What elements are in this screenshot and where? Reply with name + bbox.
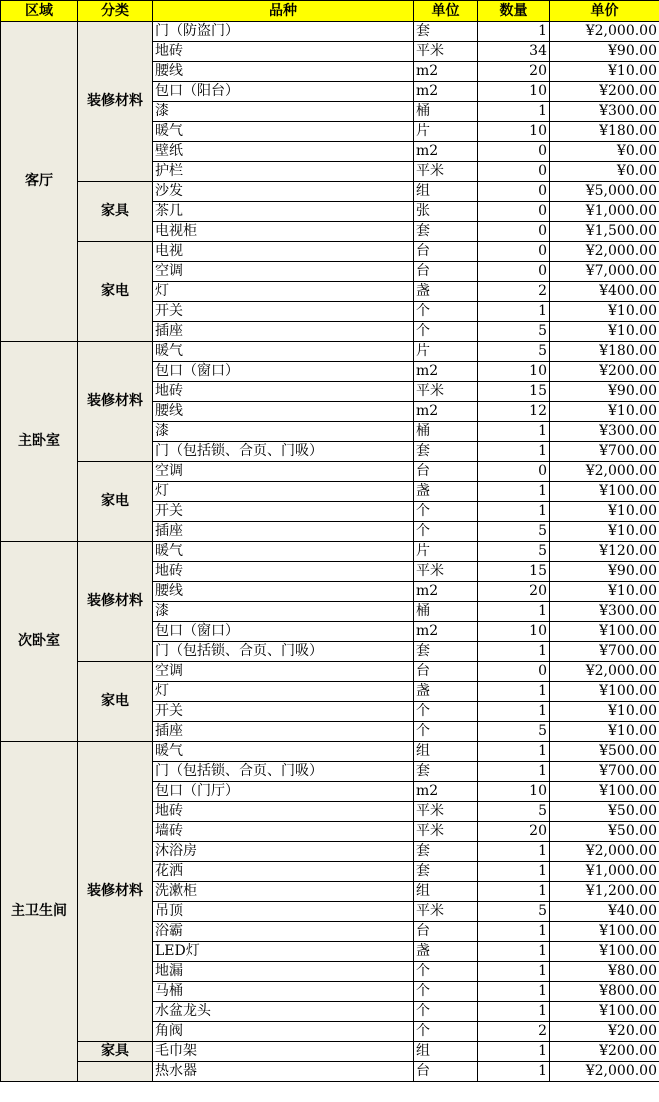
- item-cell[interactable]: 水盆龙头: [153, 1002, 414, 1022]
- category-cell[interactable]: [78, 1062, 153, 1082]
- unit-cell[interactable]: 盏: [414, 942, 478, 962]
- item-cell[interactable]: 毛巾架: [153, 1042, 414, 1062]
- item-cell[interactable]: 包口（窗口）: [153, 362, 414, 382]
- unit-cell[interactable]: 组: [414, 1042, 478, 1062]
- item-cell[interactable]: 漆: [153, 602, 414, 622]
- item-cell[interactable]: 腰线: [153, 62, 414, 82]
- quantity-cell[interactable]: 1: [478, 882, 550, 902]
- quantity-cell[interactable]: 20: [478, 582, 550, 602]
- price-cell[interactable]: ¥700.00: [550, 442, 659, 462]
- item-cell[interactable]: 地砖: [153, 802, 414, 822]
- price-cell[interactable]: ¥90.00: [550, 42, 659, 62]
- quantity-cell[interactable]: 20: [478, 62, 550, 82]
- price-cell[interactable]: ¥1,200.00: [550, 882, 659, 902]
- price-cell[interactable]: ¥0.00: [550, 142, 659, 162]
- price-cell[interactable]: ¥10.00: [550, 522, 659, 542]
- quantity-cell[interactable]: 1: [478, 702, 550, 722]
- header-price[interactable]: 单价: [550, 1, 659, 22]
- table-row: [1, 662, 659, 682]
- header-unit[interactable]: 单位: [414, 1, 478, 22]
- item-cell[interactable]: 墙砖: [153, 822, 414, 842]
- price-cell[interactable]: ¥700.00: [550, 642, 659, 662]
- item-cell[interactable]: 电视: [153, 242, 414, 262]
- price-cell[interactable]: ¥700.00: [550, 762, 659, 782]
- item-cell[interactable]: 浴霸: [153, 922, 414, 942]
- price-cell[interactable]: ¥200.00: [550, 1042, 659, 1062]
- item-cell[interactable]: 腰线: [153, 582, 414, 602]
- table-row: [1, 342, 659, 362]
- table-row: [1, 1042, 659, 1062]
- table-row: [1, 242, 659, 262]
- quantity-cell[interactable]: 1: [478, 1042, 550, 1062]
- unit-cell[interactable]: 平米: [414, 382, 478, 402]
- item-cell[interactable]: 门（包括锁、合页、门吸）: [153, 642, 414, 662]
- quantity-cell[interactable]: 1: [478, 1002, 550, 1022]
- unit-cell[interactable]: 盏: [414, 482, 478, 502]
- price-cell[interactable]: ¥0.00: [550, 162, 659, 182]
- price-cell[interactable]: ¥100.00: [550, 482, 659, 502]
- item-cell[interactable]: 灯: [153, 282, 414, 302]
- item-cell[interactable]: 空调: [153, 462, 414, 482]
- category-cell[interactable]: 家具: [78, 1042, 153, 1062]
- price-cell[interactable]: ¥1,000.00: [550, 862, 659, 882]
- item-cell[interactable]: 花洒: [153, 862, 414, 882]
- item-cell[interactable]: 包口（阳台）: [153, 82, 414, 102]
- quantity-cell[interactable]: 2: [478, 1022, 550, 1042]
- item-cell[interactable]: 马桶: [153, 982, 414, 1002]
- quantity-cell[interactable]: 0: [478, 262, 550, 282]
- quantity-cell[interactable]: 0: [478, 202, 550, 222]
- unit-cell[interactable]: 台: [414, 242, 478, 262]
- quantity-cell[interactable]: 1: [478, 642, 550, 662]
- table-row: [1, 742, 659, 762]
- item-cell[interactable]: 开关: [153, 702, 414, 722]
- price-cell[interactable]: ¥400.00: [550, 282, 659, 302]
- sheet-body: [1, 22, 659, 1082]
- unit-cell[interactable]: 组: [414, 182, 478, 202]
- item-cell[interactable]: 热水器: [153, 1062, 414, 1082]
- unit-cell[interactable]: 片: [414, 122, 478, 142]
- quantity-cell[interactable]: 0: [478, 662, 550, 682]
- table-row: [1, 542, 659, 562]
- item-cell[interactable]: 暖气: [153, 122, 414, 142]
- unit-cell[interactable]: m2: [414, 402, 478, 422]
- item-cell[interactable]: 暖气: [153, 342, 414, 362]
- price-cell[interactable]: ¥2,000.00: [550, 22, 659, 42]
- table-row: [1, 182, 659, 202]
- unit-cell[interactable]: 台: [414, 1062, 478, 1082]
- price-cell[interactable]: ¥90.00: [550, 562, 659, 582]
- quantity-cell[interactable]: 0: [478, 162, 550, 182]
- quantity-cell[interactable]: 10: [478, 622, 550, 642]
- quantity-cell[interactable]: 0: [478, 462, 550, 482]
- quantity-cell[interactable]: 1: [478, 922, 550, 942]
- quantity-cell[interactable]: 10: [478, 82, 550, 102]
- unit-cell[interactable]: m2: [414, 782, 478, 802]
- unit-cell[interactable]: 平米: [414, 562, 478, 582]
- quantity-cell[interactable]: 5: [478, 802, 550, 822]
- unit-cell[interactable]: 平米: [414, 802, 478, 822]
- item-cell[interactable]: 腰线: [153, 402, 414, 422]
- price-cell[interactable]: ¥120.00: [550, 542, 659, 562]
- table-row: [1, 1062, 659, 1082]
- item-cell[interactable]: 插座: [153, 722, 414, 742]
- unit-cell[interactable]: 个: [414, 502, 478, 522]
- quantity-cell[interactable]: 0: [478, 222, 550, 242]
- item-cell[interactable]: 暖气: [153, 542, 414, 562]
- quantity-cell[interactable]: 1: [478, 502, 550, 522]
- unit-cell[interactable]: 盏: [414, 682, 478, 702]
- price-cell[interactable]: ¥50.00: [550, 822, 659, 842]
- unit-cell[interactable]: 台: [414, 462, 478, 482]
- area-cell[interactable]: 主卫生间: [1, 742, 78, 1082]
- item-cell[interactable]: 地砖: [153, 42, 414, 62]
- item-cell[interactable]: 开关: [153, 302, 414, 322]
- unit-cell[interactable]: m2: [414, 622, 478, 642]
- item-cell[interactable]: 包口（门厅）: [153, 782, 414, 802]
- quantity-cell[interactable]: 1: [478, 602, 550, 622]
- quantity-cell[interactable]: 5: [478, 342, 550, 362]
- unit-cell[interactable]: 套: [414, 642, 478, 662]
- price-cell[interactable]: ¥300.00: [550, 602, 659, 622]
- unit-cell[interactable]: 平米: [414, 822, 478, 842]
- unit-cell[interactable]: 套: [414, 842, 478, 862]
- unit-cell[interactable]: 个: [414, 522, 478, 542]
- category-cell[interactable]: 装修材料: [78, 542, 153, 662]
- quantity-cell[interactable]: 1: [478, 862, 550, 882]
- price-cell[interactable]: ¥500.00: [550, 742, 659, 762]
- quantity-cell[interactable]: 5: [478, 322, 550, 342]
- category-cell[interactable]: 家具: [78, 182, 153, 242]
- item-cell[interactable]: 插座: [153, 522, 414, 542]
- unit-cell[interactable]: 张: [414, 202, 478, 222]
- price-cell[interactable]: ¥40.00: [550, 902, 659, 922]
- price-cell[interactable]: ¥200.00: [550, 362, 659, 382]
- header-quantity[interactable]: 数量: [478, 1, 550, 22]
- unit-cell[interactable]: 台: [414, 922, 478, 942]
- unit-cell[interactable]: 个: [414, 722, 478, 742]
- item-cell[interactable]: 门（防盗门）: [153, 22, 414, 42]
- quantity-cell[interactable]: 1: [478, 962, 550, 982]
- area-cell[interactable]: 主卧室: [1, 342, 78, 542]
- area-cell[interactable]: 客厅: [1, 22, 78, 342]
- item-cell[interactable]: 门（包括锁、合页、门吸）: [153, 762, 414, 782]
- unit-cell[interactable]: 个: [414, 982, 478, 1002]
- price-cell[interactable]: ¥10.00: [550, 322, 659, 342]
- unit-cell[interactable]: 盏: [414, 282, 478, 302]
- table-row: [1, 22, 659, 42]
- price-cell[interactable]: ¥1,000.00: [550, 202, 659, 222]
- quantity-cell[interactable]: 1: [478, 682, 550, 702]
- quantity-cell[interactable]: 15: [478, 562, 550, 582]
- table-row: [1, 462, 659, 482]
- unit-cell[interactable]: 个: [414, 962, 478, 982]
- price-cell[interactable]: ¥2,000.00: [550, 662, 659, 682]
- quantity-cell[interactable]: 5: [478, 902, 550, 922]
- quantity-cell[interactable]: 10: [478, 122, 550, 142]
- header-category[interactable]: 分类: [78, 1, 153, 22]
- item-cell[interactable]: 地砖: [153, 382, 414, 402]
- price-cell[interactable]: ¥2,000.00: [550, 462, 659, 482]
- price-cell[interactable]: ¥10.00: [550, 302, 659, 322]
- unit-cell[interactable]: 套: [414, 762, 478, 782]
- quantity-cell[interactable]: 1: [478, 1062, 550, 1082]
- price-cell[interactable]: ¥100.00: [550, 682, 659, 702]
- quantity-cell[interactable]: 5: [478, 542, 550, 562]
- unit-cell[interactable]: 台: [414, 662, 478, 682]
- price-cell[interactable]: ¥90.00: [550, 382, 659, 402]
- item-cell[interactable]: 沙发: [153, 182, 414, 202]
- item-cell[interactable]: 茶几: [153, 202, 414, 222]
- item-cell[interactable]: 角阀: [153, 1022, 414, 1042]
- quantity-cell[interactable]: 1: [478, 842, 550, 862]
- item-cell[interactable]: 洗漱柜: [153, 882, 414, 902]
- header-area[interactable]: 区域: [1, 1, 78, 22]
- quantity-cell[interactable]: 1: [478, 482, 550, 502]
- price-cell[interactable]: ¥100.00: [550, 942, 659, 962]
- quantity-cell[interactable]: 1: [478, 982, 550, 1002]
- quantity-cell[interactable]: 1: [478, 942, 550, 962]
- item-cell[interactable]: 灯: [153, 682, 414, 702]
- unit-cell[interactable]: 个: [414, 1002, 478, 1022]
- unit-cell[interactable]: m2: [414, 582, 478, 602]
- unit-cell[interactable]: 片: [414, 342, 478, 362]
- quantity-cell[interactable]: 1: [478, 22, 550, 42]
- item-cell[interactable]: 电视柜: [153, 222, 414, 242]
- item-cell[interactable]: 门（包括锁、合页、门吸）: [153, 442, 414, 462]
- quantity-cell[interactable]: 1: [478, 102, 550, 122]
- quantity-cell[interactable]: 1: [478, 762, 550, 782]
- unit-cell[interactable]: 套: [414, 22, 478, 42]
- price-cell[interactable]: ¥100.00: [550, 782, 659, 802]
- item-cell[interactable]: 壁纸: [153, 142, 414, 162]
- price-cell[interactable]: ¥100.00: [550, 922, 659, 942]
- category-cell[interactable]: 家电: [78, 662, 153, 742]
- quantity-cell[interactable]: 34: [478, 42, 550, 62]
- item-cell[interactable]: 暖气: [153, 742, 414, 762]
- unit-cell[interactable]: 套: [414, 862, 478, 882]
- quantity-cell[interactable]: 5: [478, 522, 550, 542]
- item-cell[interactable]: 沐浴房: [153, 842, 414, 862]
- quantity-cell[interactable]: 5: [478, 722, 550, 742]
- price-cell[interactable]: ¥800.00: [550, 982, 659, 1002]
- header-item[interactable]: 品种: [153, 1, 414, 22]
- unit-cell[interactable]: 平米: [414, 42, 478, 62]
- quantity-cell[interactable]: 2: [478, 282, 550, 302]
- unit-cell[interactable]: m2: [414, 62, 478, 82]
- category-cell[interactable]: 家电: [78, 242, 153, 342]
- price-cell[interactable]: ¥200.00: [550, 82, 659, 102]
- item-cell[interactable]: 灯: [153, 482, 414, 502]
- category-cell[interactable]: 装修材料: [78, 342, 153, 462]
- price-cell[interactable]: ¥20.00: [550, 1022, 659, 1042]
- price-cell[interactable]: ¥1,500.00: [550, 222, 659, 242]
- unit-cell[interactable]: 平米: [414, 162, 478, 182]
- category-cell[interactable]: 家电: [78, 462, 153, 542]
- quantity-cell[interactable]: 0: [478, 242, 550, 262]
- price-cell[interactable]: ¥180.00: [550, 122, 659, 142]
- unit-cell[interactable]: 个: [414, 302, 478, 322]
- item-cell[interactable]: 空调: [153, 662, 414, 682]
- price-cell[interactable]: ¥10.00: [550, 722, 659, 742]
- price-cell[interactable]: ¥2,000.00: [550, 1062, 659, 1082]
- quantity-cell[interactable]: 15: [478, 382, 550, 402]
- unit-cell[interactable]: m2: [414, 82, 478, 102]
- quantity-cell[interactable]: 20: [478, 822, 550, 842]
- unit-cell[interactable]: 套: [414, 222, 478, 242]
- item-cell[interactable]: 漆: [153, 102, 414, 122]
- unit-cell[interactable]: 个: [414, 322, 478, 342]
- unit-cell[interactable]: 桶: [414, 102, 478, 122]
- quantity-cell[interactable]: 0: [478, 182, 550, 202]
- quantity-cell[interactable]: 10: [478, 362, 550, 382]
- unit-cell[interactable]: 个: [414, 702, 478, 722]
- quantity-cell[interactable]: 1: [478, 302, 550, 322]
- price-cell[interactable]: ¥10.00: [550, 502, 659, 522]
- quantity-cell[interactable]: 10: [478, 782, 550, 802]
- quantity-cell[interactable]: 1: [478, 742, 550, 762]
- unit-cell[interactable]: 平米: [414, 902, 478, 922]
- item-cell[interactable]: 空调: [153, 262, 414, 282]
- price-cell[interactable]: ¥10.00: [550, 582, 659, 602]
- quantity-cell[interactable]: 1: [478, 422, 550, 442]
- item-cell[interactable]: 地砖: [153, 562, 414, 582]
- price-cell[interactable]: ¥10.00: [550, 702, 659, 722]
- unit-cell[interactable]: 套: [414, 442, 478, 462]
- category-cell[interactable]: 装修材料: [78, 22, 153, 182]
- unit-cell[interactable]: 片: [414, 542, 478, 562]
- price-cell[interactable]: ¥2,000.00: [550, 842, 659, 862]
- unit-cell[interactable]: 组: [414, 882, 478, 902]
- price-cell[interactable]: ¥10.00: [550, 62, 659, 82]
- unit-cell[interactable]: m2: [414, 142, 478, 162]
- price-cell[interactable]: ¥80.00: [550, 962, 659, 982]
- item-cell[interactable]: 地漏: [153, 962, 414, 982]
- unit-cell[interactable]: 台: [414, 262, 478, 282]
- unit-cell[interactable]: m2: [414, 362, 478, 382]
- item-cell[interactable]: LED灯: [153, 942, 414, 962]
- price-cell[interactable]: ¥5,000.00: [550, 182, 659, 202]
- header-row: [1, 1, 659, 22]
- area-cell[interactable]: 次卧室: [1, 542, 78, 742]
- item-cell[interactable]: 护栏: [153, 162, 414, 182]
- price-cell[interactable]: ¥100.00: [550, 622, 659, 642]
- price-cell[interactable]: ¥300.00: [550, 422, 659, 442]
- item-cell[interactable]: 包口（窗口）: [153, 622, 414, 642]
- quantity-cell[interactable]: 1: [478, 442, 550, 462]
- quantity-cell[interactable]: 0: [478, 142, 550, 162]
- unit-cell[interactable]: 桶: [414, 602, 478, 622]
- price-cell[interactable]: ¥50.00: [550, 802, 659, 822]
- price-cell[interactable]: ¥300.00: [550, 102, 659, 122]
- item-cell[interactable]: 插座: [153, 322, 414, 342]
- unit-cell[interactable]: 桶: [414, 422, 478, 442]
- price-cell[interactable]: ¥7,000.00: [550, 262, 659, 282]
- category-cell[interactable]: 装修材料: [78, 742, 153, 1042]
- price-cell[interactable]: ¥100.00: [550, 1002, 659, 1022]
- unit-cell[interactable]: 组: [414, 742, 478, 762]
- item-cell[interactable]: 吊顶: [153, 902, 414, 922]
- price-cell[interactable]: ¥2,000.00: [550, 242, 659, 262]
- unit-cell[interactable]: 个: [414, 1022, 478, 1042]
- quantity-cell[interactable]: 12: [478, 402, 550, 422]
- price-cell[interactable]: ¥10.00: [550, 402, 659, 422]
- price-cell[interactable]: ¥180.00: [550, 342, 659, 362]
- item-cell[interactable]: 开关: [153, 502, 414, 522]
- item-cell[interactable]: 漆: [153, 422, 414, 442]
